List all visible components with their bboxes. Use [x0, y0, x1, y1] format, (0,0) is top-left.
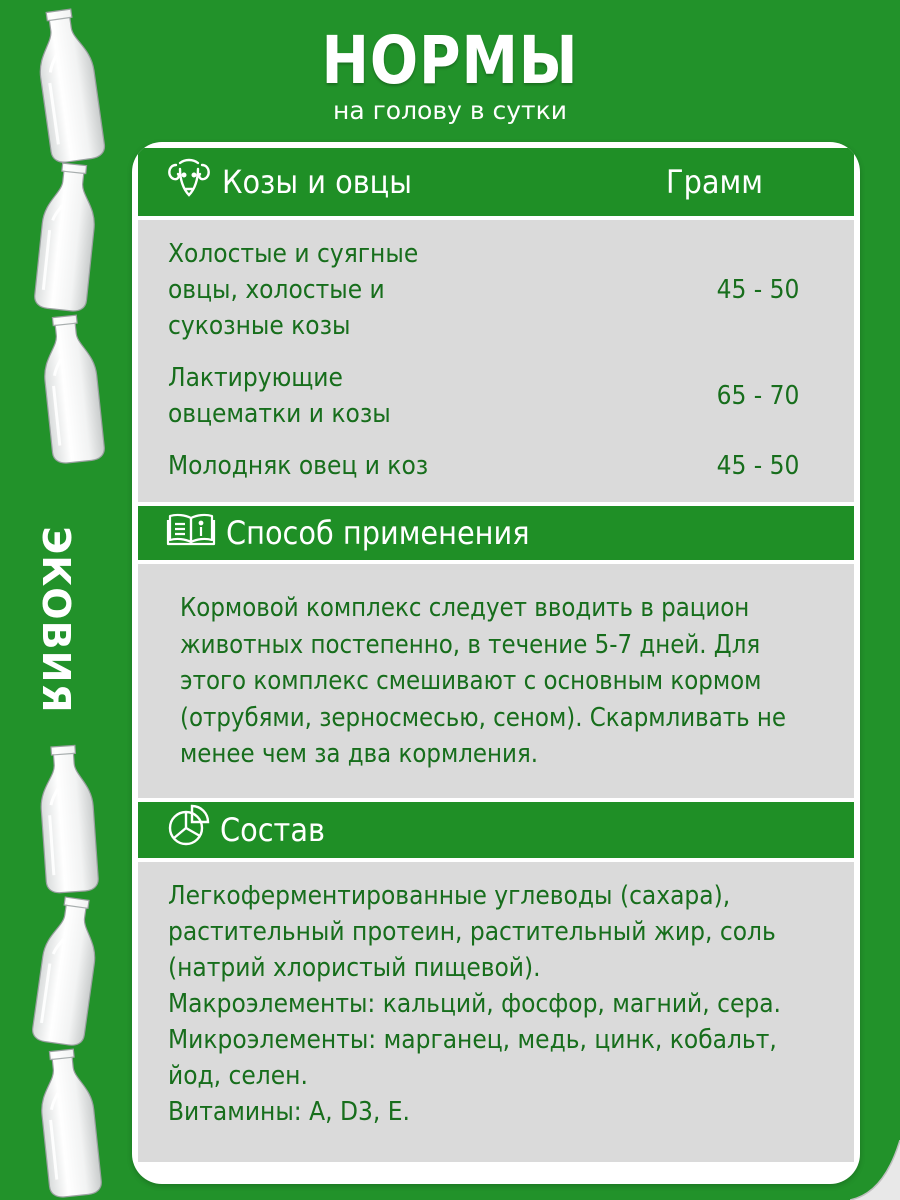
usage-heading: Способ применения: [226, 514, 530, 552]
milk-bottle-icon: [28, 896, 106, 1046]
table-row: [168, 360, 854, 432]
usage-text: [138, 564, 854, 798]
composition-text: [138, 862, 854, 1162]
milk-bottle-icon: [28, 162, 106, 312]
milk-bottle-icon: [30, 744, 106, 894]
table-row: [168, 448, 854, 484]
brand-logo-text: ЭКОВИЯ: [34, 526, 78, 714]
row-value: 65 - 70: [716, 381, 800, 411]
row-label: Молодняк овец и коз: [168, 451, 429, 481]
page-curl-decoration: [850, 1140, 900, 1200]
ram-head-icon: [166, 157, 212, 207]
norms-heading: Козы и овцы: [222, 163, 412, 201]
composition-heading: Состав: [220, 811, 325, 849]
composition-paragraph: Легкоферментированные углеводы (сахара), растительный протеин, растительный жир, соль (натрий хлористый пищевой). Макроэлементы: кальций, фосфор, магний, сера. Микроэлементы: марганец, медь, цинк, кобальт, йод, селен. Витамины: А, D3, Е.: [168, 881, 781, 1127]
norms-header: [138, 148, 854, 216]
usage-header: [138, 506, 854, 560]
row-value: 45 - 50: [716, 275, 800, 305]
page-title: НОРМЫ: [321, 22, 579, 99]
row-value: 45 - 50: [716, 451, 800, 481]
row-label: Холостые и суягные овцы, холостые и сукозные козы: [168, 239, 419, 341]
norms-table: [138, 220, 854, 502]
open-book-info-icon: [166, 512, 216, 554]
page-subtitle: на голову в сутки: [333, 96, 567, 125]
composition-header: [138, 802, 854, 858]
milk-bottle-icon: [30, 1048, 108, 1198]
usage-paragraph: Кормовой комплекс следует вводить в рацион животных постепенно, в течение 5-7 дней. Для этого комплекс смешивают с основным кормом (отрубями, зерносмесью, сеном). Скармливать не менее чем за два кормления.: [180, 593, 787, 769]
milk-bottle-icon: [34, 314, 110, 464]
info-card: [132, 142, 860, 1184]
unit-label: Грамм: [666, 163, 763, 201]
row-label: Лактирующие овцематки и козы: [168, 363, 391, 429]
table-row: [168, 236, 854, 344]
pie-chart-icon: [166, 804, 210, 856]
